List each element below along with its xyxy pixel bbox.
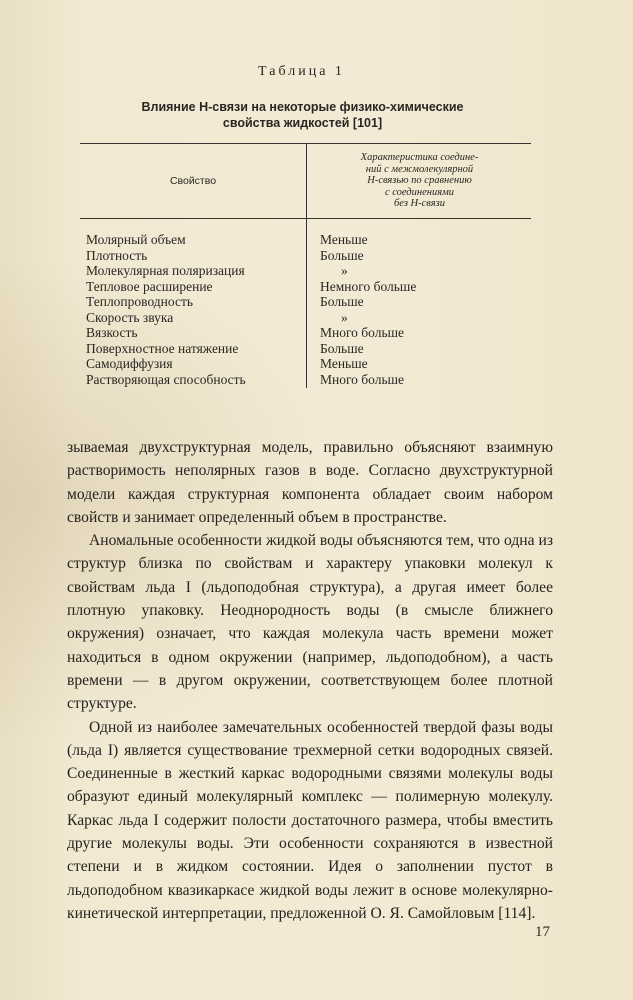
row-property: Растворяющая способность xyxy=(86,371,246,387)
row-value-ditto: » xyxy=(341,263,348,278)
table-row xyxy=(0,310,633,326)
body-text xyxy=(67,436,553,925)
row-value: Больше xyxy=(320,294,364,309)
table-row xyxy=(0,263,633,279)
row-property: Молекулярная поляризация xyxy=(86,263,245,278)
row-value: Много больше xyxy=(320,325,405,340)
table-title xyxy=(90,99,515,131)
table-row xyxy=(0,325,633,341)
row-property: Тепловое расширение xyxy=(86,278,213,294)
paragraph: зываемая двухструктурная модель, правильно объясняют взаимную растворимость неполярных газов в воде. Согласно двухструктурной модели каждая структурная компонента обладает своим набором свойств и занимает определенный объем в пространстве. xyxy=(67,439,553,526)
column-header-line: H-связью по сравнению xyxy=(367,175,472,186)
table-caption: Таблица 1 xyxy=(258,64,345,79)
table-row xyxy=(0,248,633,264)
paragraph: Одной из наиболее замечательных особенностей твердой фазы воды (льда I) является существование трехмерной сетки водородных связей. Соединенные в жесткий каркас водородными связями молекулы воды образуют единый молекулярный комплекс — полимерную молекулу. Каркас льда I содержит полости достаточного размера, чтобы вместить другие молекулы воды. Эти особенности сохраняются в известной степени и в жидком состоянии. Идея о заполнении пустот в льдоподобном квазикаркасе жидкой воды лежит в основе молекулярно-кинетической интерпретации, предложенной О. Я. Самойловым [114]. xyxy=(67,718,553,922)
table-row xyxy=(0,356,633,372)
row-value: Больше xyxy=(320,247,364,263)
table-row xyxy=(0,279,633,295)
table-title-line-1: Влияние H-связи на некоторые физико-химические xyxy=(141,100,464,114)
row-property: Молярный объем xyxy=(86,232,186,247)
column-header-line: ний с межмолекулярной xyxy=(365,163,474,175)
table-row xyxy=(0,294,633,310)
page-number: 17 xyxy=(535,924,550,940)
row-value: Больше xyxy=(320,340,364,356)
row-value: Меньше xyxy=(320,356,368,371)
row-property: Скорость звука xyxy=(86,309,174,325)
table-row xyxy=(0,232,633,248)
column-header-property: Свойство xyxy=(169,175,217,187)
row-property: Самодиффузия xyxy=(86,356,173,371)
row-property: Поверхностное натяжение xyxy=(86,340,239,356)
row-property: Вязкость xyxy=(86,325,138,340)
column-header-characteristic xyxy=(312,152,527,210)
table-row xyxy=(0,372,633,388)
row-value-ditto: » xyxy=(341,309,348,325)
table-row xyxy=(0,341,633,357)
row-property: Теплопроводность xyxy=(86,294,194,309)
table-title-line-2: свойства жидкостей [101] xyxy=(222,116,383,130)
row-value: Меньше xyxy=(320,232,368,247)
column-header-line: с соединениями xyxy=(384,186,455,198)
column-header-line: без H-связи xyxy=(394,198,445,209)
paragraph: Аномальные особенности жидкой воды объясняются тем, что одна из структур близка по свойствам и характеру упаковки молекул к свойствам льда I (льдоподобная структура), а другая имеет более плотную упаковку. Неоднородность воды (в смысле ближнего окружения) означает, что каждая молекула часть времени может находиться в одном окружении (например, льдоподобном), а часть времени — в другом окружении, соответствующем более плотной структуре. xyxy=(67,532,553,713)
row-property: Плотность xyxy=(86,247,148,263)
row-value: Немного больше xyxy=(320,278,417,294)
row-value: Много больше xyxy=(320,371,405,387)
column-header-line: Характеристика соедине- xyxy=(360,152,479,163)
